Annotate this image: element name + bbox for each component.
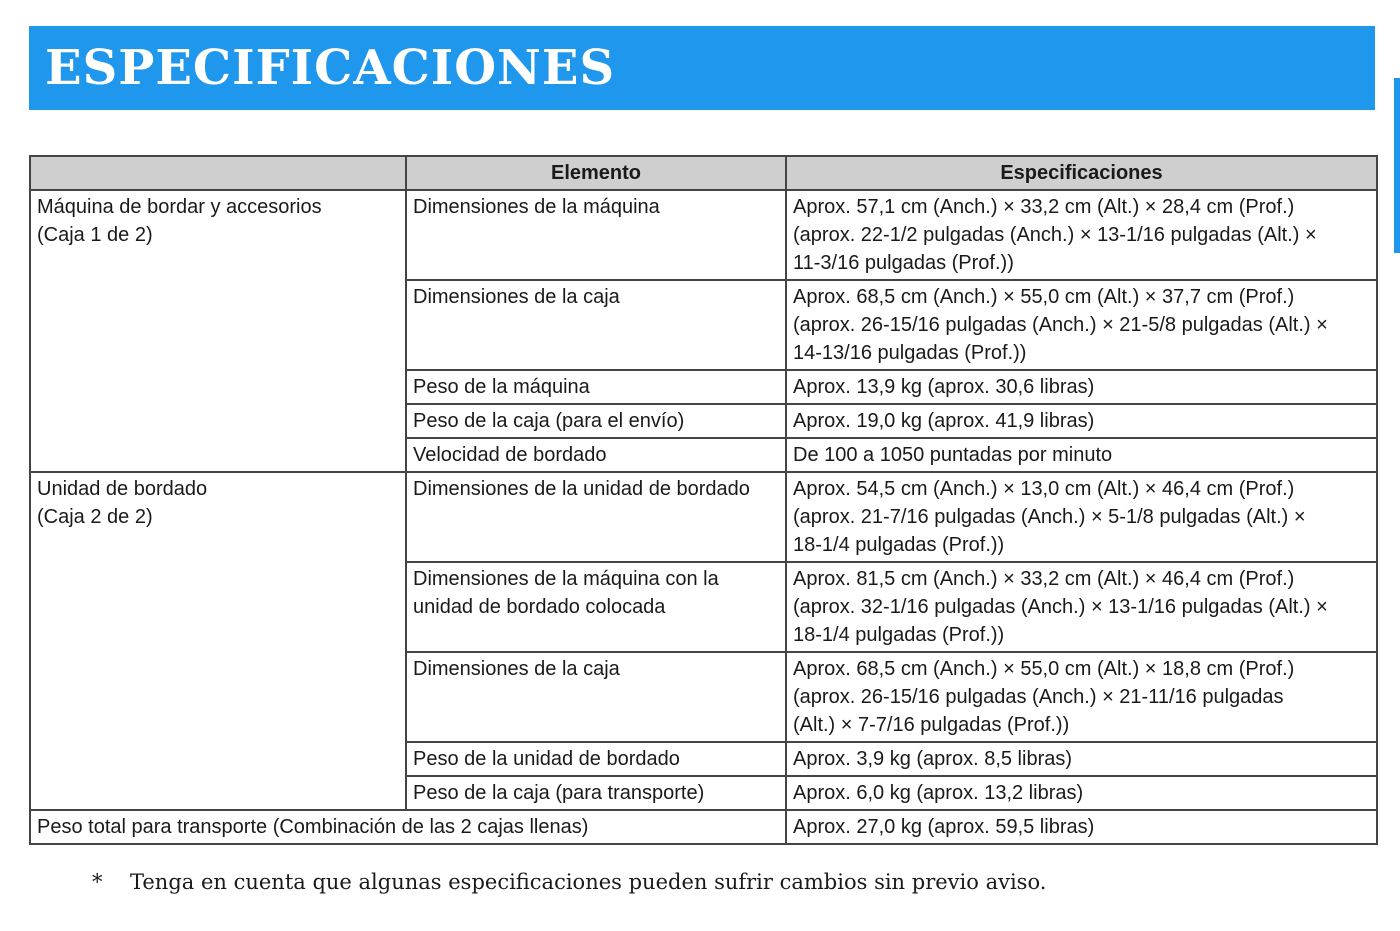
- spec-value: 18-1/4 pulgadas (Prof.)): [793, 534, 1005, 556]
- group-label: (Caja 1 de 2): [37, 224, 153, 246]
- column-header-spec: Especificaciones: [786, 156, 1377, 190]
- item-label: unidad de bordado colocada: [413, 596, 666, 618]
- spec-value: Aprox. 57,1 cm (Anch.) × 33,2 cm (Alt.) × 28,4 cm (Prof.): [793, 196, 1295, 218]
- page-title: ESPECIFICACIONES: [45, 40, 616, 96]
- item-label: Dimensiones de la máquina: [413, 196, 660, 218]
- spec-cell: [786, 742, 1377, 776]
- item-cell: [406, 562, 786, 652]
- item-label: Dimensiones de la unidad de bordado: [413, 478, 750, 500]
- group-cell: [30, 190, 406, 472]
- item-label: Velocidad de bordado: [413, 444, 607, 466]
- group-label: Unidad de bordado: [37, 478, 208, 500]
- item-cell: [406, 370, 786, 404]
- spec-value: 18-1/4 pulgadas (Prof.)): [793, 624, 1005, 646]
- item-cell: [406, 438, 786, 472]
- spec-cell: [786, 370, 1377, 404]
- item-cell: [406, 190, 786, 280]
- spec-value: (aprox. 32-1/16 pulgadas (Anch.) × 13-1/16 pulgadas (Alt.) ×: [793, 596, 1328, 618]
- table-row: [30, 472, 1377, 562]
- table-row: [30, 190, 1377, 280]
- item-cell: [406, 280, 786, 370]
- spec-value: Aprox. 68,5 cm (Anch.) × 55,0 cm (Alt.) × 37,7 cm (Prof.): [793, 286, 1295, 308]
- item-label: Dimensiones de la caja: [413, 658, 620, 680]
- item-cell: [406, 776, 786, 810]
- title-bar: [29, 26, 1375, 110]
- column-header-item: Elemento: [406, 156, 786, 190]
- item-cell: [406, 404, 786, 438]
- spec-cell: [786, 472, 1377, 562]
- column-header-group: [30, 156, 406, 190]
- item-label: Peso de la máquina: [413, 376, 590, 398]
- total-spec: Aprox. 27,0 kg (aprox. 59,5 libras): [786, 810, 1377, 844]
- spec-value: Aprox. 19,0 kg (aprox. 41,9 libras): [793, 410, 1095, 432]
- group-cell: [30, 472, 406, 810]
- spec-value: Aprox. 54,5 cm (Anch.) × 13,0 cm (Alt.) × 46,4 cm (Prof.): [793, 478, 1295, 500]
- spec-cell: [786, 438, 1377, 472]
- item-label: Peso de la unidad de bordado: [413, 748, 680, 770]
- spec-value: Aprox. 13,9 kg (aprox. 30,6 libras): [793, 376, 1095, 398]
- spec-value: Aprox. 81,5 cm (Anch.) × 33,2 cm (Alt.) × 46,4 cm (Prof.): [793, 568, 1295, 590]
- item-label: Dimensiones de la máquina con la: [413, 568, 719, 590]
- spec-value: (aprox. 26-15/16 pulgadas (Anch.) × 21-11/16 pulgadas: [793, 686, 1284, 708]
- spec-cell: [786, 404, 1377, 438]
- spec-value: Aprox. 3,9 kg (aprox. 8,5 libras): [793, 748, 1073, 770]
- spec-value: Aprox. 68,5 cm (Anch.) × 55,0 cm (Alt.) × 18,8 cm (Prof.): [793, 658, 1295, 680]
- spec-cell: [786, 562, 1377, 652]
- table-header-row: [30, 156, 1377, 190]
- footnote: [92, 870, 1046, 894]
- spec-value: 14-13/16 pulgadas (Prof.)): [793, 342, 1027, 364]
- spec-cell: [786, 280, 1377, 370]
- spec-value: (aprox. 22-1/2 pulgadas (Anch.) × 13-1/16 pulgadas (Alt.) ×: [793, 224, 1317, 246]
- table-body: [30, 190, 1377, 844]
- group-label: (Caja 2 de 2): [37, 506, 153, 528]
- spec-cell: [786, 776, 1377, 810]
- total-row: [30, 810, 1377, 844]
- item-cell: [406, 742, 786, 776]
- spec-value: Aprox. 6,0 kg (aprox. 13,2 libras): [793, 782, 1084, 804]
- group-label: Máquina de bordar y accesorios: [37, 196, 322, 218]
- item-label: Dimensiones de la caja: [413, 286, 620, 308]
- spec-value: (aprox. 26-15/16 pulgadas (Anch.) × 21-5/8 pulgadas (Alt.) ×: [793, 314, 1328, 336]
- spec-cell: [786, 190, 1377, 280]
- item-label: Peso de la caja (para el envío): [413, 410, 685, 432]
- item-cell: [406, 472, 786, 562]
- side-tab-marker: [1394, 78, 1400, 253]
- specifications-table: [29, 155, 1378, 845]
- spec-value: 11-3/16 pulgadas (Prof.)): [793, 252, 1014, 274]
- footnote-text: Tenga en cuenta que algunas especificaciones pueden sufrir cambios sin previo aviso.: [130, 870, 1047, 894]
- spec-value: (Alt.) × 7-7/16 pulgadas (Prof.)): [793, 714, 1070, 736]
- item-cell: [406, 652, 786, 742]
- spec-cell: [786, 652, 1377, 742]
- spec-value: (aprox. 21-7/16 pulgadas (Anch.) × 5-1/8 pulgadas (Alt.) ×: [793, 506, 1306, 528]
- spec-value: De 100 a 1050 puntadas por minuto: [793, 444, 1113, 466]
- total-label: Peso total para transporte (Combinación de las 2 cajas llenas): [30, 810, 786, 844]
- footnote-marker: *: [92, 870, 103, 894]
- item-label: Peso de la caja (para transporte): [413, 782, 705, 804]
